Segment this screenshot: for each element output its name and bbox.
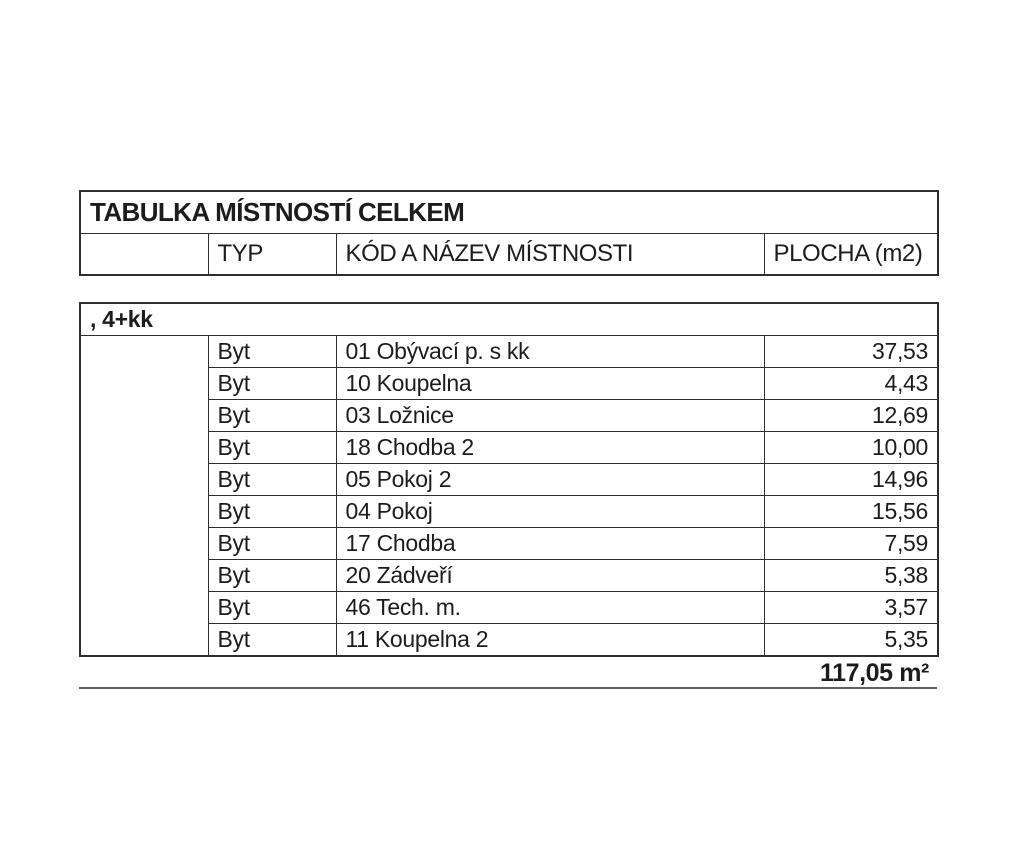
table-row [80,336,938,368]
room-area-cell: 5,35 [764,624,938,657]
table-row [80,528,938,560]
room-typ-cell: Byt [208,400,336,432]
table-row [80,432,938,464]
table-row [80,624,938,657]
col-header-area: PLOCHA (m2) [764,234,938,276]
room-typ-cell: Byt [208,336,336,368]
document-page [79,190,937,689]
section-header-row [80,303,938,336]
room-area-cell: 7,59 [764,528,938,560]
room-name-cell: 11 Koupelna 2 [336,624,764,657]
rooms-data-table [79,302,939,657]
room-area-cell: 3,57 [764,592,938,624]
room-typ-cell: Byt [208,368,336,400]
section-label: , 4+kk [80,303,938,336]
title-row [80,191,938,234]
table-row [80,592,938,624]
room-typ-cell: Byt [208,592,336,624]
room-name-cell: 01 Obývací p. s kk [336,336,764,368]
room-name-cell: 03 Ložnice [336,400,764,432]
room-name-cell: 20 Zádveří [336,560,764,592]
room-name-cell: 04 Pokoj [336,496,764,528]
room-name-cell: 10 Koupelna [336,368,764,400]
col-header-typ: TYP [208,234,336,276]
room-typ-cell: Byt [208,528,336,560]
col-header-name: KÓD A NÁZEV MÍSTNOSTI [336,234,764,276]
room-typ-cell: Byt [208,432,336,464]
room-name-cell: 18 Chodba 2 [336,432,764,464]
table-row [80,560,938,592]
table-row [80,368,938,400]
room-area-cell: 15,56 [764,496,938,528]
total-area-value: 117,05 m² [820,659,929,687]
row-group-spacer-cell [80,336,208,657]
room-name-cell: 46 Tech. m. [336,592,764,624]
room-area-cell: 10,00 [764,432,938,464]
table-row [80,464,938,496]
total-row [79,657,937,687]
room-typ-cell: Byt [208,624,336,657]
room-name-cell: 17 Chodba [336,528,764,560]
room-name-cell: 05 Pokoj 2 [336,464,764,496]
table-row [80,496,938,528]
room-area-cell: 4,43 [764,368,938,400]
room-area-cell: 5,38 [764,560,938,592]
rooms-body [80,336,938,657]
room-area-cell: 14,96 [764,464,938,496]
bottom-rule [79,687,937,689]
column-header-row [80,234,938,276]
table-title: TABULKA MÍSTNOSTÍ CELKEM [80,191,938,234]
room-typ-cell: Byt [208,496,336,528]
rooms-header-table [79,190,939,276]
empty-header-cell [80,234,208,276]
table-row [80,400,938,432]
room-typ-cell: Byt [208,464,336,496]
room-area-cell: 12,69 [764,400,938,432]
room-typ-cell: Byt [208,560,336,592]
room-area-cell: 37,53 [764,336,938,368]
